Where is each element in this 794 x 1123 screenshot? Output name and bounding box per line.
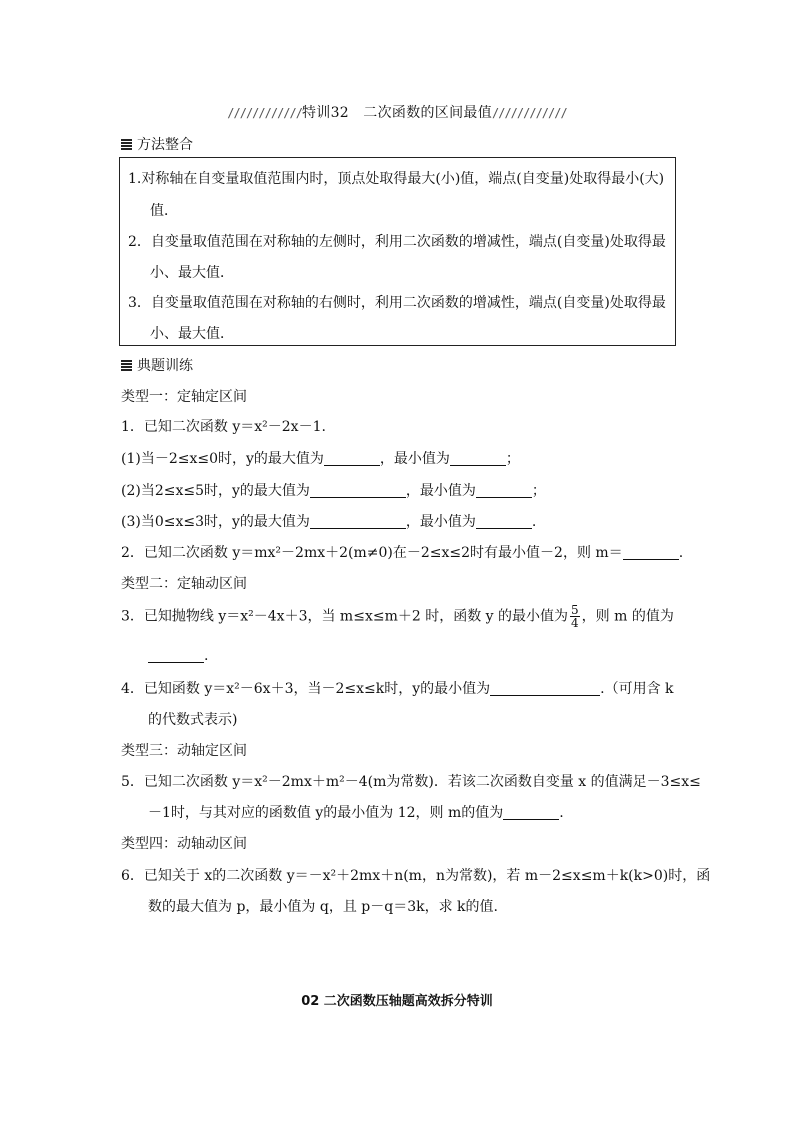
q1-stem: 1．已知二次函数 y＝x²－2x－1. — [121, 419, 326, 435]
method-item-3: 3．自变量取值范围在对称轴的右侧时，利用二次函数的增减性，端点(自变量)处取得最 — [128, 295, 666, 311]
method-summary-box — [119, 157, 676, 346]
q1-part1: (1)当－2≤x≤0时，y的最大值为 ，最小值为 ； — [121, 451, 520, 467]
answer-blank[interactable] — [324, 451, 380, 466]
method-item-3-cont: 小、最大值． — [150, 326, 234, 342]
section-marker-icon — [121, 360, 132, 371]
answer-blank[interactable] — [310, 514, 406, 529]
method-section-heading: 方法整合 — [121, 134, 193, 154]
answer-blank[interactable] — [148, 648, 204, 663]
method-item-1: 1.对称轴在自变量取值范围内时，顶点处取得最大(小)值，端点(自变量)处取得最小(大) — [128, 171, 665, 187]
type4-heading: 类型四：动轴动区间 — [121, 836, 247, 852]
title-text: 特训32 二次函数的区间最值 — [301, 105, 492, 121]
q6: 6．已知关于 x的二次函数 y＝－x²＋2mx＋n(m，n为常数)，若 m－2≤x≤m＋k(k>0)时，函 — [121, 868, 711, 884]
page-title — [0, 102, 794, 122]
answer-blank[interactable] — [623, 545, 679, 560]
q6-cont: 数的最大值为 p，最小值为 q，且 p－q＝3k，求 k的值. — [148, 899, 498, 915]
section-marker-icon — [121, 139, 132, 150]
q3: 3．已知抛物线 y＝x²－4x＋3，当 m≤x≤m＋2 时，函数 y 的最小值为 $\frac{5}{4}$ ，则 m 的值为 — [121, 603, 674, 630]
method-item-1-cont: 值． — [150, 203, 178, 219]
q2: 2．已知二次函数 y＝mx²－2mx＋2(m≠0)在－2≤x≤2时有最小值－2，则 m＝ . — [121, 545, 684, 561]
fraction: $\frac{5}{4}$ — [571, 603, 579, 630]
title-hatch-right: //////////// — [492, 106, 567, 120]
q5: 5．已知二次函数 y＝x²－2mx＋m²－4(m为常数)．若该二次函数自变量 x 的值满足－3≤x≤ — [121, 774, 701, 790]
type3-heading: 类型三：动轴定区间 — [121, 743, 247, 759]
q1-part2: (2)当2≤x≤5时，y的最大值为 ，最小值为 ； — [121, 483, 546, 499]
q4-cont: 的代数式表示) — [148, 712, 238, 728]
title-hatch-left: //////////// — [227, 106, 302, 120]
q4: 4．已知函数 y＝x²－6x＋3，当－2≤x≤k时，y的最小值为 .（可用含 k — [121, 681, 674, 697]
answer-blank[interactable] — [310, 483, 406, 498]
type2-heading: 类型二：定轴动区间 — [121, 576, 247, 592]
answer-blank[interactable] — [450, 451, 506, 466]
answer-blank[interactable] — [503, 805, 559, 820]
answer-blank[interactable] — [476, 514, 532, 529]
method-item-2-cont: 小、最大值． — [150, 265, 234, 281]
q3-cont: . — [148, 648, 208, 664]
answer-blank[interactable] — [476, 483, 532, 498]
answer-blank[interactable] — [490, 681, 600, 696]
q1-part3: (3)当0≤x≤3时，y的最大值为 ，最小值为 . — [121, 514, 537, 530]
page-footer: 02 二次函数压轴题高效拆分特训 — [301, 994, 493, 1009]
training-section-heading: 典题训练 — [121, 355, 193, 375]
method-item-2: 2．自变量取值范围在对称轴的左侧时，利用二次函数的增减性，端点(自变量)处取得最 — [128, 234, 666, 250]
q5-cont: －1时，与其对应的函数值 y的最小值为 12，则 m的值为 . — [148, 805, 564, 821]
type1-heading: 类型一：定轴定区间 — [121, 389, 247, 405]
